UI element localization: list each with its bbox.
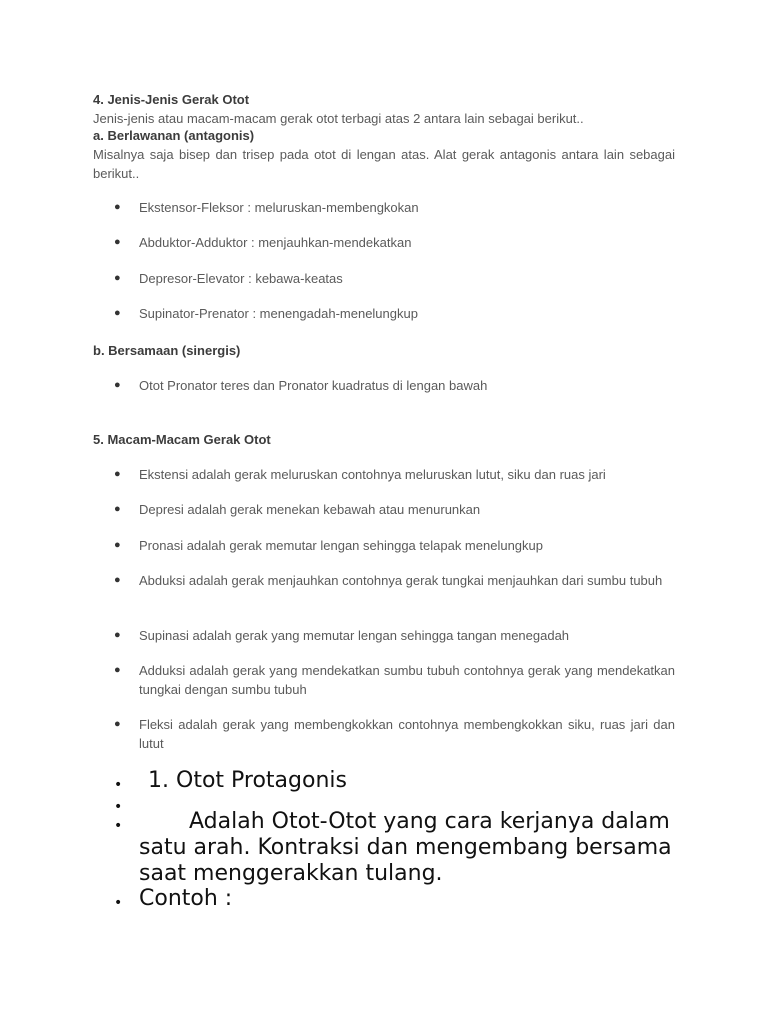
bullet-icon: • <box>114 777 123 793</box>
bullet-icon: ● <box>114 574 121 586</box>
bullet-icon: ● <box>114 468 121 480</box>
bullet-icon: ● <box>114 664 121 676</box>
bullet-icon: ● <box>114 379 121 391</box>
protagonis-title: Otot Protagonis <box>176 768 347 793</box>
bullet-icon: • <box>114 818 123 834</box>
bullet-icon: ● <box>114 236 121 248</box>
bullet-icon: ● <box>114 307 121 319</box>
bullet-icon: ● <box>114 503 121 515</box>
section-4-intro: Jenis-jenis atau macam-macam gerak otot terbagi atas 2 antara lain sebagai berikut.. <box>93 111 584 126</box>
bullet-icon: ● <box>114 201 121 213</box>
sinergis-heading: b. Bersamaan (sinergis) <box>93 343 241 358</box>
bullet-icon: • <box>114 799 123 815</box>
section-4-heading: 4. Jenis-Jenis Gerak Otot <box>93 92 250 107</box>
section-5-heading: 5. Macam-Macam Gerak Otot <box>93 432 271 447</box>
protagonis-definition: Adalah Otot-Otot yang cara kerjanya dalam satu arah. Kontraksi dan mengembang bersama saat menggerakkan tulang. <box>139 809 672 886</box>
example-label: Contoh : <box>139 886 233 911</box>
bullet-icon: ● <box>114 718 121 730</box>
bullet-icon: • <box>114 895 123 911</box>
document-page: 4. Jenis-Jenis Gerak Otot Jenis-jenis atau macam-macam gerak otot terbagi atas 2 antara lain sebagai berikut.. a. Berlawanan (antagonis) Misalnya saja bisep dan trisep pada otot di lengan atas. Alat gerak antagonis antara lain sebagai berikut.. ● Ekstensor-Fleksor : meluruskan-membengkokan ● Abduktor-Adduktor : menjauhkan-mendekatkan ● Depresor-Elevator : kebawa-keatas ● Supinator-Prenator : menengadah-menelungkup b. Bersamaan (sinergis) ● Otot Pronator teres dan Pronator kuadratus di lengan bawah 5. Macam-Macam Gerak Otot ● Ekstensi adalah gerak meluruskan contohnya meluruskan lutut, siku dan ruas jari ● Depresi adalah gerak menekan kebawah atau menurunkan ● Pronasi adalah gerak memutar lengan sehingga telapak menelungkup ● Abduksi adalah gerak menjauhkan contohnya gerak tungkai menjauhkan dari sumbu tubuh ● Supinasi adalah gerak yang memutar lengan sehingga tangan menegadah ● Adduksi adalah gerak yang mendekatkan sumbu tubuh contohnya gerak yang mendekatkan tungkai dengan sumbu tubuh ● Fleksi adalah gerak yang membengkokkan contohnya membengkokkan siku, ruas jari dan lutut • 1. Otot Protagonis • • Adalah Otot-Otot yang cara kerjanya dalam satu arah. Kontraksi dan mengembang bersama saat menggerakkan tulang. • Contoh : <box>0 0 768 1024</box>
list-number: 1. <box>148 768 169 793</box>
antagonis-text: Misalnya saja bisep dan trisep pada otot di lengan atas. Alat gerak antagonis antara lain sebagai berikut.. <box>93 147 675 181</box>
antagonis-heading: a. Berlawanan (antagonis) <box>93 128 255 143</box>
bullet-icon: ● <box>114 629 121 641</box>
bullet-icon: ● <box>114 272 121 284</box>
bullet-icon: ● <box>114 539 121 551</box>
